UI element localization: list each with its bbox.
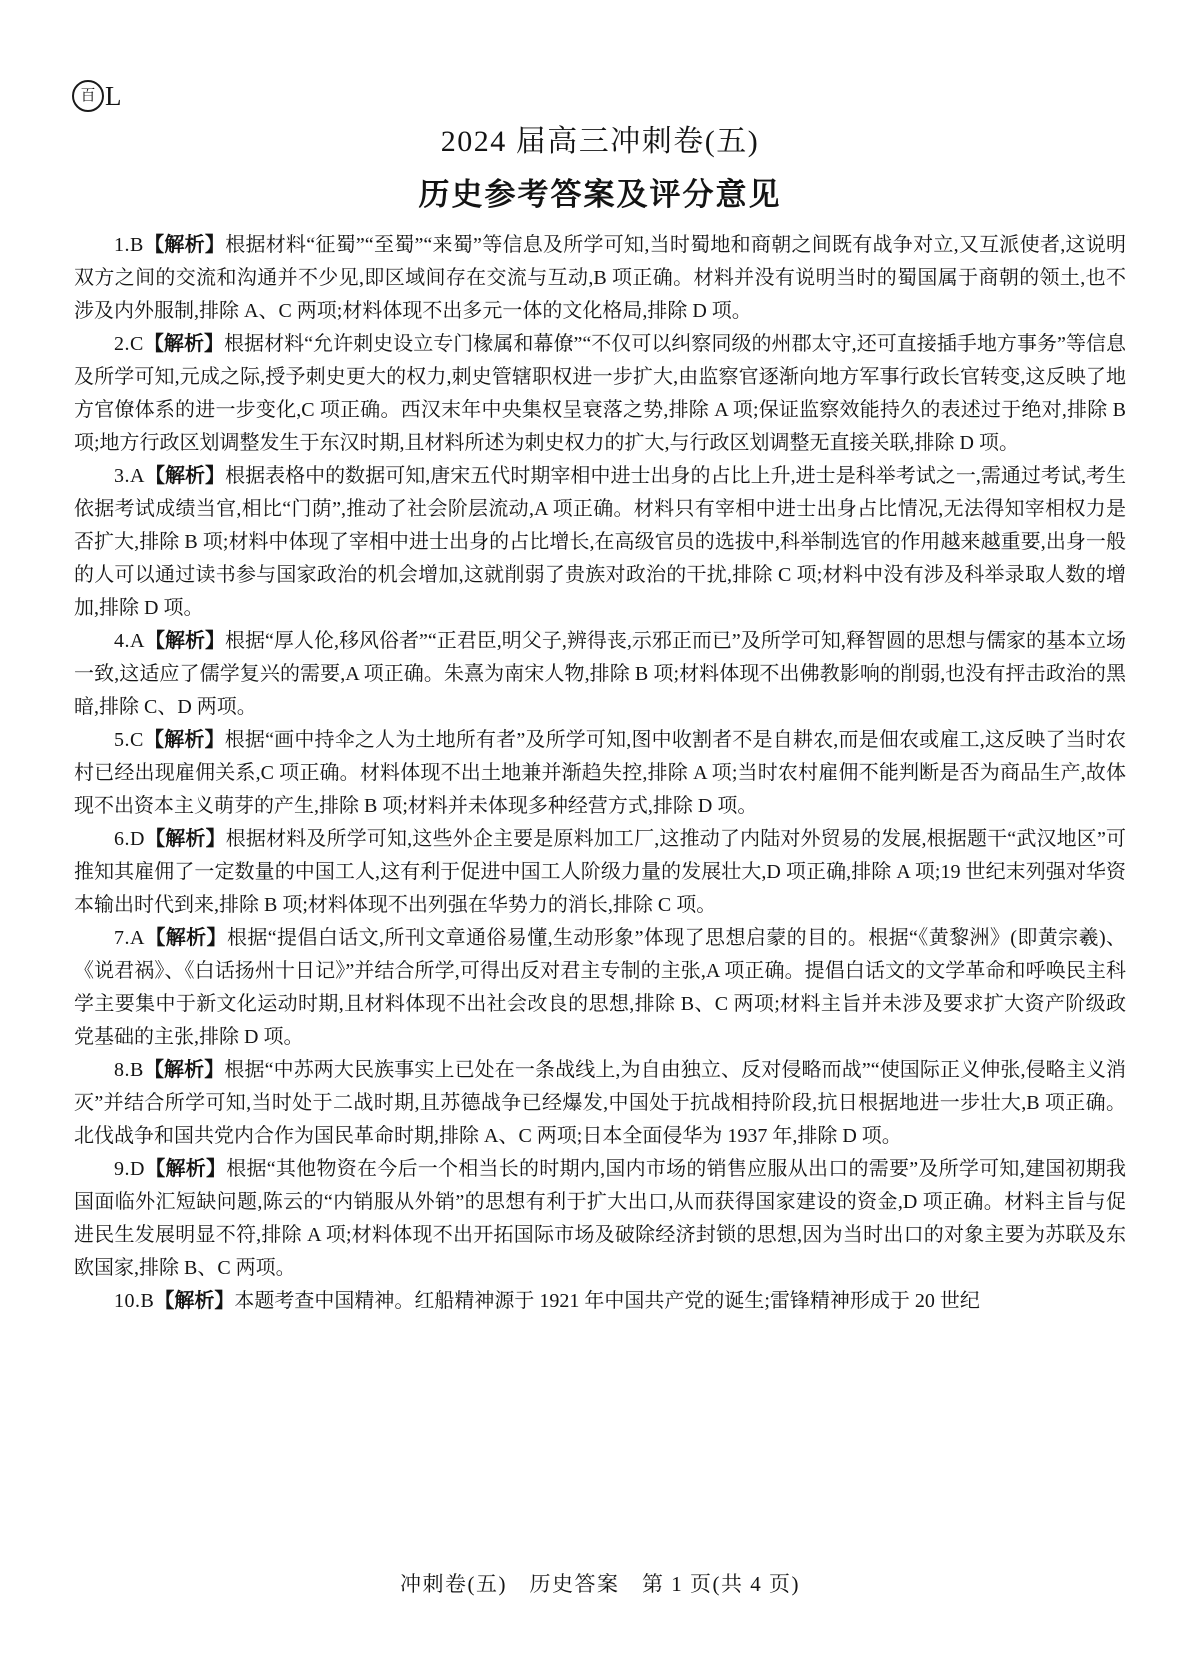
analysis-tag: 【解析】 [154,1290,235,1312]
answer-text: 根据材料“允许刺史设立专门椽属和幕僚”“不仅可以纠察同级的州郡太守,还可直接插手地方事务”等信息及所学可知,元成之际,授予刺史更大的权力,刺史管辖职权进一步扩大,由监察官逐渐向地方军事行政长官转变,这反映了地方官僚体系的进一步变化,C 项正确。西汉末年中央集权呈衰落之势,排除 A 项;保证监察效能持久的表述过于绝对,排除 B 项;地方行政区划调整发生于东汉时期,且材料所述为刺史权力的扩大,与行政区划调整无直接关联,排除 D 项。 [74,333,1127,454]
answer-number: 10.B [114,1290,155,1312]
page-footer: 冲刺卷(五) 历史答案 第 1 页(共 4 页) [400,1572,800,1596]
answer-text: 根据“画中持伞之人为土地所有者”及所学可知,图中收割者不是自耕农,而是佃农或雇工,这反映了当时农村已经出现雇佣关系,C 项正确。材料体现不出土地兼并渐趋失控,排除 A 项;当时农村雇佣不能判断是否为商品生产,故体现不出资本主义萌芽的产生,排除 B 项;材料并未体现多种经营方式,排除 D 项。 [74,729,1126,817]
answer-number: 6.D [114,828,145,850]
analysis-tag: 【解析】 [143,1059,225,1081]
answer-number: 5.C [114,729,144,751]
answers-body [74,229,1126,1318]
answer-explanation-3 [74,460,1126,625]
answer-text: 本题考查中国精神。红船精神源于 1921 年中国共产党的诞生;雷锋精神形成于 20 世纪 [234,1290,980,1312]
analysis-tag: 【解析】 [144,927,227,949]
answer-text: 根据“厚人伦,移风俗者”“正君臣,明父子,辨得丧,示邪正而已”及所学可知,释智圆的思想与儒家的基本立场一致,这适应了儒学复兴的需要,A 项正确。朱熹为南宋人物,排除 B 项;材料体现不出佛教影响的削弱,也没有抨击政治的黑暗,排除 C、D 两项。 [74,630,1127,718]
answer-text: 根据“提倡白话文,所刊文章通俗易懂,生动形象”体现了思想启蒙的目的。根据“《黄黎洲》(即黄宗羲)、《说君祸》、《白话扬州十日记》”并结合所学,可得出反对君主专制的主张,A 项正确。提倡白话文的文学革命和呼唤民主科学主要集中于新文化运动时期,且材料体现不出社会改良的思想,排除 B、C 两项;材料主旨并未涉及要求扩大资产阶级政党基础的主张,排除 D 项。 [74,927,1127,1048]
answer-explanation-2 [74,328,1126,460]
answer-explanation-1 [74,229,1126,328]
analysis-tag: 【解析】 [143,729,225,751]
answer-text: 根据材料“征蜀”“至蜀”“来蜀”等信息及所学可知,当时蜀地和商朝之间既有战争对立,又互派使者,这说明双方之间的交流和沟通并不少见,即区域间存在交流与互动,B 项正确。材料并没有说明当时的蜀国属于商朝的领土,也不涉及内外服制,排除 A、C 两项;材料体现不出多元一体的文化格局,排除 D 项。 [74,234,1127,322]
logo-letter: L [105,80,122,111]
answer-explanation-10 [74,1285,1126,1318]
answer-explanation-7 [74,922,1126,1054]
answer-explanation-8 [74,1054,1126,1153]
analysis-tag: 【解析】 [144,630,226,652]
analysis-tag: 【解析】 [144,1158,227,1180]
answer-number: 3.A [114,465,145,487]
answer-number: 1.B [114,234,144,256]
answer-text: 根据“其他物资在今后一个相当长的时期内,国内市场的销售应服从出口的需要”及所学可知,建国初期我国面临外汇短缺问题,陈云的“内销服从外销”的思想有利于扩大出口,从而获得国家建设的资金,D 项正确。材料主旨与促进民生发展明显不符,排除 A 项;材料体现不出开拓国际市场及破除经济封锁的思想,因为当时出口的对象主要为苏联及东欧国家,排除 B、C 两项。 [74,1158,1126,1279]
answer-number: 4.A [114,630,145,652]
logo-circle-icon: 百 [72,80,104,112]
analysis-tag: 【解析】 [144,828,226,850]
answer-number: 8.B [114,1059,144,1081]
page-title: 2024 届高三冲刺卷(五) [440,125,760,158]
answer-explanation-6 [74,823,1126,922]
answer-explanation-5 [74,724,1126,823]
answer-text: 根据“中苏两大民族事实上已处在一条战线上,为自由独立、反对侵略而战”“使国际正义伸张,侵略主义消灭”并结合所学可知,当时处于二战时期,且苏德战争已经爆发,中国处于抗战相持阶段,抗日根据地进一步壮大,B 项正确。北伐战争和国共党内合作为国民革命时期,排除 A、C 两项;日本全面侵华为 1937 年,排除 D 项。 [74,1059,1126,1147]
answer-text: 根据材料及所学可知,这些外企主要是原料加工厂,这推动了内陆对外贸易的发展,根据题干“武汉地区”可推知其雇佣了一定数量的中国工人,这有利于促进中国工人阶级力量的发展壮大,D 项正确,排除 A 项;19 世纪末列强对华资本输出时代到来,排除 B 项;材料体现不出列强在华势力的消长,排除 C 项。 [74,828,1126,916]
analysis-tag: 【解析】 [143,234,226,256]
header [0,0,1200,214]
analysis-tag: 【解析】 [143,333,225,355]
publisher-logo [72,80,122,112]
answer-explanation-4 [74,625,1126,724]
answer-number: 7.A [114,927,145,949]
answer-number: 9.D [114,1158,145,1180]
answer-explanation-9 [74,1153,1126,1285]
answer-text: 根据表格中的数据可知,唐宋五代时期宰相中进士出身的占比上升,进士是科举考试之一,需通过考试,考生依据考试成绩当官,相比“门荫”,推动了社会阶层流动,A 项正确。材料只有宰相中进士出身占比情况,无法得知宰相权力是否扩大,排除 B 项;材料中体现了宰相中进士出身的占比增长,在高级官员的选拔中,科举制选官的作用越来越重要,出身一般的人可以通过读书参与国家政治的机会增加,这就削弱了贵族对政治的干扰,排除 C 项;材料中没有涉及科举录取人数的增加,排除 D 项。 [74,465,1127,619]
analysis-tag: 【解析】 [144,465,226,487]
page-subtitle: 历史参考答案及评分意见 [418,177,782,212]
answer-number: 2.C [114,333,144,355]
